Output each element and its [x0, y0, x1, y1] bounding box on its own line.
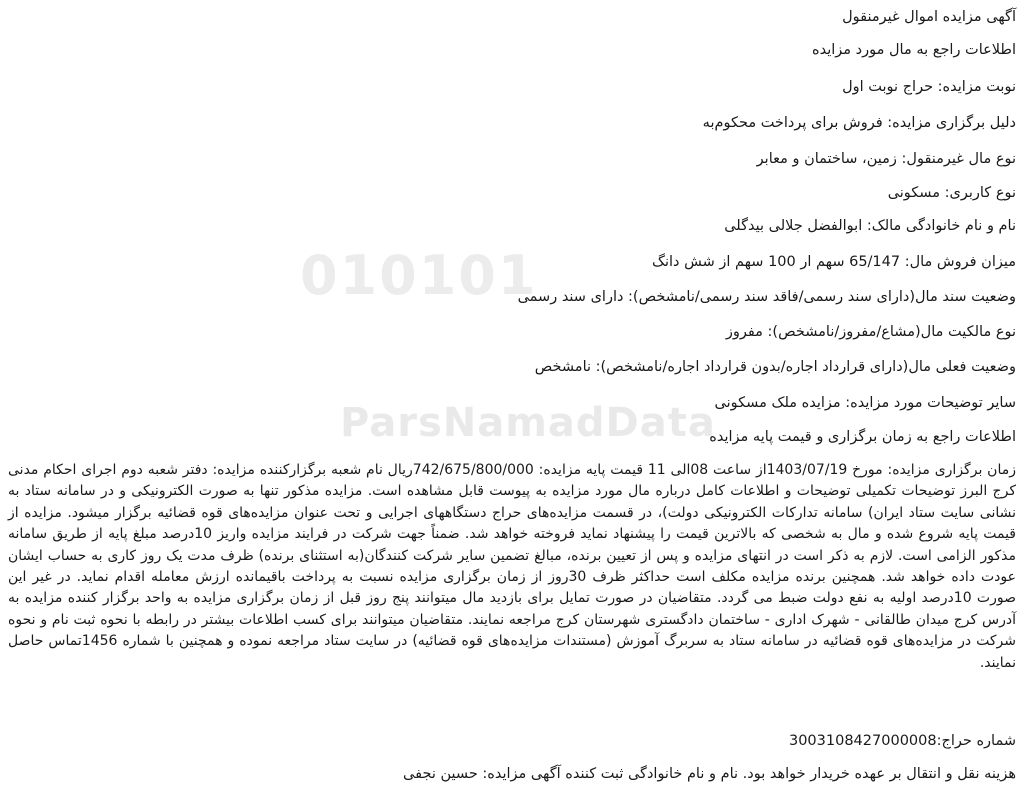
auction-number: شماره حراج:3003108427000008	[788, 733, 1016, 749]
property-type: نوع مال غیرمنقول: زمین، ساختمان و معابر	[756, 151, 1016, 167]
auction-details-paragraph: زمان برگزاری مزایده: مورخ 1403/07/19از ساعت 08الی 11 قیمت پایه مزایده: 742/675/800/000ریال نام شعبه برگزارکننده مزایده: دفتر شعبه دوم اجرای احکام مدنی کرج البرز توضیحات تکمیلی توضیحات و اطلاعات کامل درباره مال مورد مزایده به پیوست قابل مشاهده است. مزایده مذکور تنها به صورت الکترونیکی و در سامانه ستاد به نشانی سایت ستاد ایران) سامانه تدارکات الکترونیکی دولت)، در قسمت مزایده‌های حراج دستگاههای اجرایی و تحت عنوان مزایده‌های قوه قضائیه برگزار میشود. مزایده از قیمت پایه شروع شده و مال به شخصی که بالاترین قیمت را پیشنهاد نماید فروخته خواهد شد. ضمناً جهت شرکت در فرایند مزایده واریز 10درصد مبلغ پایه از طریق سامانه مذکور الزامی است. لازم به ذکر است در انتهای مزایده و پس از تعیین برنده، مبالغ تضمین سایر شرکت کنندگان(به استثنای برنده) ظرف مدت یک روز کاری به حساب ایشان عودت داده خواهد شد. همچنین برنده مزایده مکلف است حداکثر ظرف 30روز از زمان برگزاری مزایده نسبت به پرداخت باقیمانده ارزش معامله اقدام نماید. در غیر این صورت 10درصد اولیه به نفع دولت ضبط می گردد. متقاضیان در صورت تمایل برای بازدید مال میتوانند پنج روز قبل از زمان برگزاری مزایده به واحد برگزار کننده مزایده به آدرس کرج میدان طالقانی - شهرک اداری - ساختمان دادگستری شهرستان کرج مراجعه نمایند. متقاضیان میتوانند برای کسب اطلاعات بیشتر در رابطه با نحوه ثبت نام و نحوه شرکت در مزایده‌های قوه قضائیه در سامانه ستاد به سربرگ آموزش (مستندات مزایده‌های قوه قضائیه) در سایت ستاد مراجعه نموده و همچنین با شماره 1456تماس حاصل نمایند.	[8, 462, 1017, 671]
auction-reason: دلیل برگزاری مزایده: فروش برای پرداخت محکوم‌به	[702, 115, 1016, 131]
notice-footer: هزینه نقل و انتقال بر عهده خریدار خواهد بود. نام و نام خانوادگی ثبت کننده آگهی مزایده: حسین نجفی	[403, 766, 1016, 782]
notice-title: آگهی مزایده اموال غیرمنقول	[842, 9, 1016, 25]
lease-status: وضعیت فعلی مال(دارای قرارداد اجاره/بدون قرارداد اجاره/نامشخص): نامشخص	[534, 359, 1016, 375]
other-description: سایر توضیحات مورد مزایده: مزایده ملک مسکونی	[714, 395, 1016, 411]
owner-name: نام و نام خانوادگی مالک: ابوالفضل جلالی بیدگلی	[724, 218, 1016, 234]
section-time-price: اطلاعات راجع به زمان برگزاری و قیمت پایه مزایده	[709, 429, 1016, 445]
usage-type: نوع کاربری: مسکونی	[887, 185, 1016, 201]
deed-status: وضعیت سند مال(دارای سند رسمی/فاقد سند رسمی/نامشخص): دارای سند رسمی	[517, 289, 1016, 305]
auction-round: نوبت مزایده: حراج نوبت اول	[842, 79, 1016, 95]
ownership-type: نوع مالکیت مال(مشاع/مفروز/نامشخص): مفروز	[725, 324, 1016, 340]
watermark-digits: 010101	[300, 244, 538, 307]
watermark-brand: ParsNamadData	[340, 400, 716, 446]
sale-share: میزان فروش مال: 65/147 سهم ار 100 سهم از شش دانگ	[651, 254, 1016, 270]
section-property-info: اطلاعات راجع به مال مورد مزایده	[812, 42, 1016, 58]
